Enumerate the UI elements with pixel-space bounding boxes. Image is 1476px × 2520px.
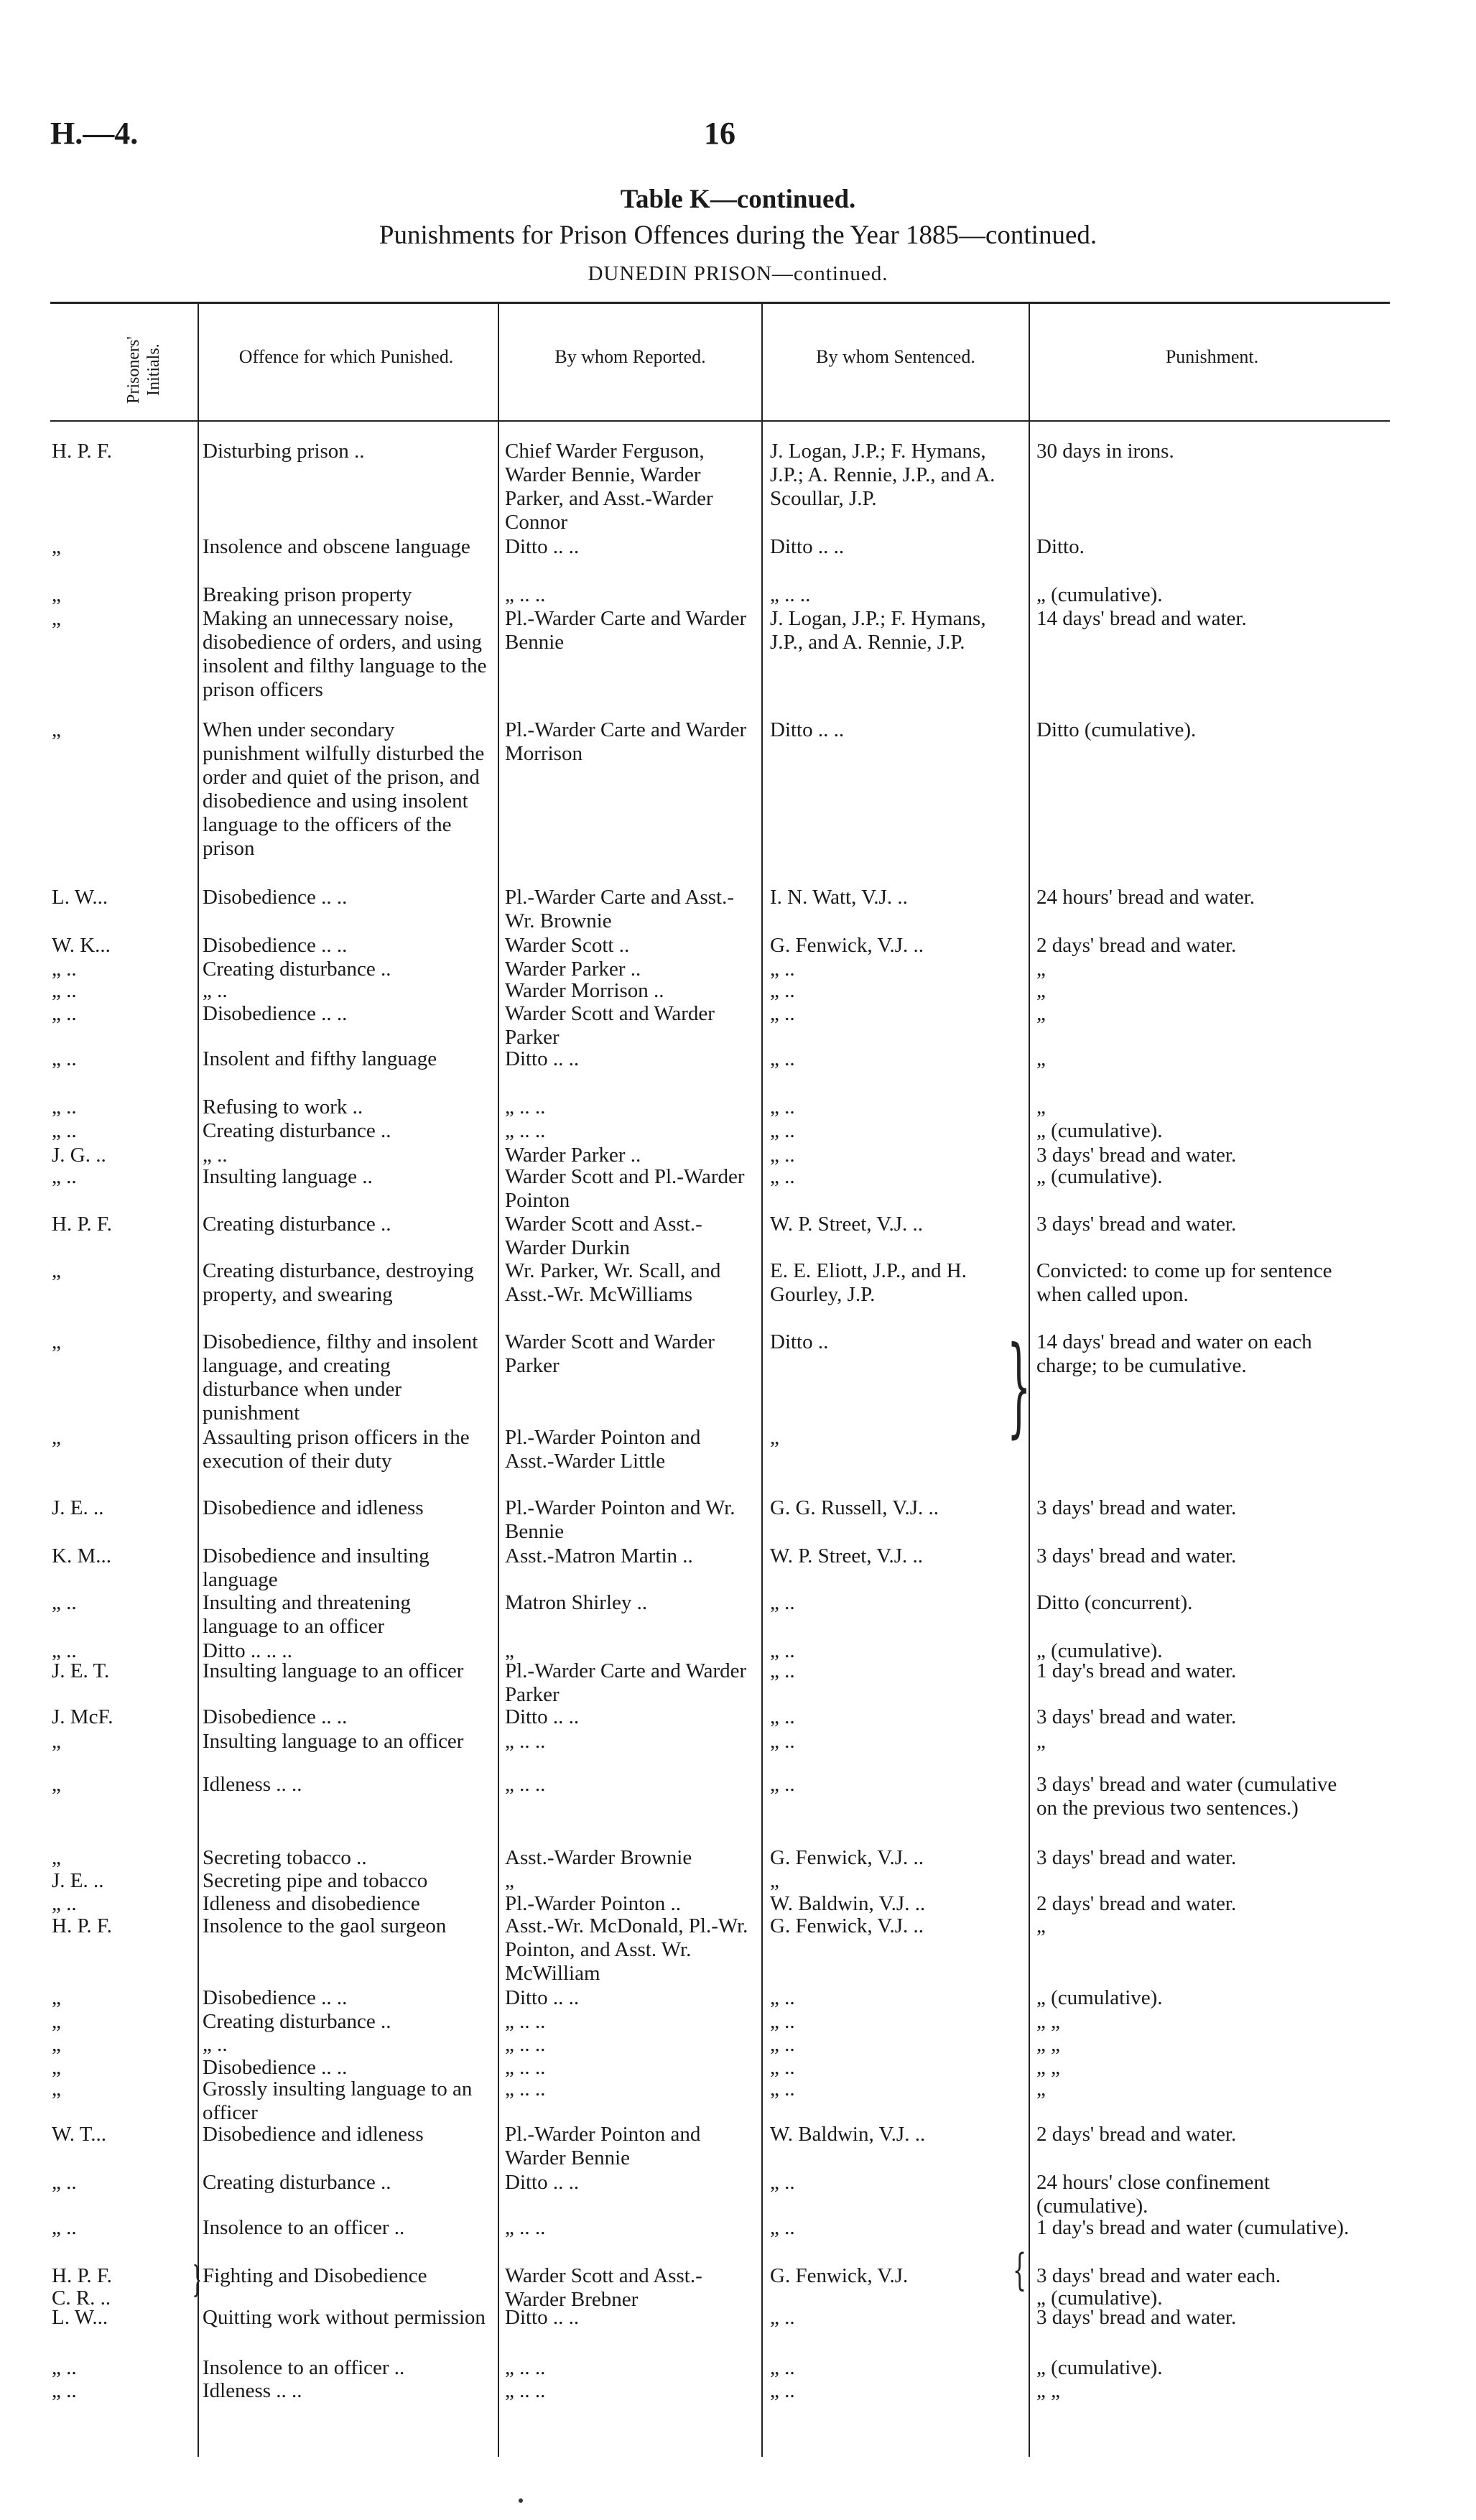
cell-sentenced: Ditto .. .. (770, 718, 845, 741)
grouping-brace: } (192, 2259, 202, 2300)
cell-offence: Disobedience, filthy and insolent language, and creating disturbance when under punishment (203, 1330, 478, 1425)
grouping-brace: { (1013, 2245, 1027, 2295)
cell-init: H. P. F. (52, 1914, 112, 1937)
cell-punishment: „ (1036, 1730, 1046, 1753)
cell-reported: „ (505, 1639, 514, 1662)
cell-punishment: 24 hours' bread and water. (1036, 886, 1255, 909)
cell-offence: Insulting language to an officer (203, 1659, 464, 1682)
cell-reported: Pl.-Warder Carte and Warder Parker (505, 1659, 747, 1706)
cell-sentenced: „ .. (770, 2033, 795, 2056)
cell-sentenced: W. P. Street, V.J. .. (770, 1213, 923, 1236)
column-divider (198, 302, 199, 2457)
cell-sentenced: „ .. (770, 1659, 795, 1682)
cell-punishment: Ditto. (1036, 535, 1085, 558)
cell-punishment: „ (cumulative). (1036, 2287, 1163, 2310)
cell-offence: Assaulting prison officers in the execution of their duty (203, 1426, 470, 1473)
cell-punishment: „ (cumulative). (1036, 2356, 1163, 2379)
cell-init: „ .. (52, 979, 77, 1002)
cell-sentenced: W. Baldwin, V.J. .. (770, 2123, 926, 2146)
cell-init: L. W... (52, 886, 108, 909)
cell-reported: „ .. .. (505, 2216, 546, 2239)
cell-sentenced: „ .. (770, 1047, 795, 1070)
cell-init: „ .. (52, 1047, 77, 1070)
cell-reported: „ .. .. (505, 1730, 546, 1753)
cell-sentenced: „ .. (770, 2171, 795, 2194)
cell-reported: „ .. .. (505, 1095, 546, 1118)
cell-reported: „ .. .. (505, 1773, 546, 1796)
cell-offence: Disobedience and idleness (203, 2123, 424, 2146)
grouping-brace: } (1007, 1324, 1031, 1449)
cell-offence: Quitting work without permission (203, 2306, 486, 2329)
cell-offence: Secreting pipe and tobacco (203, 1869, 428, 1892)
cell-sentenced: G. Fenwick, V.J. .. (770, 1846, 924, 1869)
cell-offence: „ .. (203, 979, 228, 1002)
cell-reported: „ .. .. (505, 2356, 546, 2379)
cell-punishment: „ (1036, 1914, 1046, 1937)
cell-init: „ .. (52, 2216, 77, 2239)
cell-reported: Warder Scott and Asst.-Warder Brebner (505, 2264, 702, 2311)
cell-init: „ (52, 1259, 61, 1282)
cell-offence: Creating disturbance .. (203, 1119, 391, 1142)
cell-init: „ (52, 1330, 61, 1353)
header-bottom-rule (50, 420, 1390, 422)
cell-punishment: 24 hours' close confinement (cumulative). (1036, 2171, 1270, 2218)
cell-sentenced: J. Logan, J.P.; F. Hymans, J.P., and A. Rennie, J.P. (770, 607, 986, 654)
cell-sentenced: G. Fenwick, V.J. .. (770, 1914, 924, 1937)
cell-sentenced: „ .. (770, 958, 795, 981)
cell-reported: Warder Scott .. (505, 934, 630, 957)
cell-reported: Asst.-Matron Martin .. (505, 1544, 693, 1567)
cell-reported: Ditto .. .. (505, 1986, 580, 2009)
cell-punishment: „ (1036, 1002, 1046, 1025)
column-divider (498, 302, 499, 2457)
cell-init: W. K... (52, 934, 111, 957)
cell-init: „ (52, 2056, 61, 2079)
cell-punishment: Convicted: to come up for sentence when called upon. (1036, 1259, 1332, 1306)
cell-init: „ .. (52, 1002, 77, 1025)
cell-offence: Disobedience .. .. (203, 886, 348, 909)
cell-offence: Disobedience .. .. (203, 1986, 348, 2009)
cell-offence: „ .. (203, 1144, 228, 1167)
cell-reported: Pl.-Warder Pointon and Asst.-Warder Little (505, 1426, 701, 1473)
cell-reported: Pl.-Warder Carte and Warder Bennie (505, 607, 747, 654)
cell-sentenced: „ .. (770, 2356, 795, 2379)
prison-name: DUNEDIN PRISON—continued. (588, 262, 888, 285)
cell-init: „ (52, 2010, 61, 2033)
cell-punishment: 2 days' bread and water. (1036, 2123, 1237, 2146)
cell-punishment: „ (1036, 1095, 1046, 1118)
cell-reported: Chief Warder Ferguson, Warder Bennie, Warder Parker, and Asst.-Warder Connor (505, 440, 713, 534)
cell-init: K. M... (52, 1544, 111, 1567)
page-mark (519, 2498, 523, 2503)
cell-reported: „ .. .. (505, 2056, 546, 2079)
cell-init: „ (52, 718, 61, 741)
cell-init: L. W... (52, 2306, 108, 2329)
cell-reported: „ (505, 1869, 514, 1892)
cell-reported: „ .. .. (505, 2379, 546, 2402)
cell-reported: Warder Scott and Warder Parker (505, 1330, 715, 1377)
column-header-offence: Offence for which Punished. (238, 346, 454, 367)
cell-punishment: 2 days' bread and water. (1036, 1892, 1237, 1915)
cell-sentenced: „ .. (770, 1705, 795, 1728)
cell-offence: Creating disturbance .. (203, 958, 391, 981)
cell-offence: Refusing to work .. (203, 1095, 363, 1118)
cell-reported: Asst.-Wr. McDonald, Pl.-Wr. Pointon, and Asst. Wr. McWilliam (505, 1914, 748, 1985)
cell-sentenced: „ .. (770, 979, 795, 1002)
cell-init: J. McF. (52, 1705, 113, 1728)
cell-init: „ (52, 583, 61, 606)
cell-sentenced: „ .. (770, 2077, 795, 2100)
cell-reported: Matron Shirley .. (505, 1591, 648, 1614)
cell-sentenced: „ .. (770, 2056, 795, 2079)
cell-init: „ .. (52, 1095, 77, 1118)
cell-offence: Insulting language to an officer (203, 1730, 464, 1753)
cell-punishment: „ (1036, 979, 1046, 1002)
cell-sentenced: „ .. (770, 1591, 795, 1614)
cell-punishment: 3 days' bread and water. (1036, 1144, 1237, 1167)
cell-sentenced: „ .. .. (770, 583, 811, 606)
cell-init: „ .. (52, 2171, 77, 2194)
cell-sentenced: „ .. (770, 1165, 795, 1188)
cell-offence: Disobedience and insulting language (203, 1544, 430, 1591)
cell-init: „ (52, 2033, 61, 2056)
cell-sentenced: „ .. (770, 1773, 795, 1796)
cell-offence: Insulting and threatening language to an officer (203, 1591, 411, 1638)
cell-punishment: 2 days' bread and water. (1036, 934, 1237, 957)
cell-init: „ .. (52, 1591, 77, 1614)
cell-init: „ .. (52, 1165, 77, 1188)
cell-punishment: 3 days' bread and water. (1036, 1544, 1237, 1567)
cell-sentenced: „ (770, 1426, 779, 1449)
cell-offence: Fighting and Disobedience (203, 2264, 427, 2287)
cell-sentenced: „ (770, 1869, 779, 1892)
cell-punishment: „ „ (1036, 2010, 1060, 2033)
cell-sentenced: W. Baldwin, V.J. .. (770, 1892, 926, 1915)
cell-reported: Pl.-Warder Pointon .. (505, 1892, 681, 1915)
cell-init: J. E. T. (52, 1659, 110, 1682)
cell-sentenced: Ditto .. .. (770, 535, 845, 558)
cell-sentenced: „ .. (770, 2306, 795, 2329)
cell-init: „ (52, 1773, 61, 1796)
cell-offence: Disobedience .. .. (203, 1705, 348, 1728)
cell-offence: Secreting tobacco .. (203, 1846, 367, 1869)
cell-init: „ (52, 1986, 61, 2009)
cell-punishment: 14 days' bread and water on each charge; to be cumulative. (1036, 1330, 1312, 1377)
cell-offence: When under secondary punishment wilfully disturbed the order and quiet of the prison, and disobedience and using insolent language to the officers of the prison (203, 718, 485, 860)
cell-sentenced: W. P. Street, V.J. .. (770, 1544, 923, 1567)
cell-punishment: 3 days' bread and water. (1036, 1705, 1237, 1728)
cell-reported: „ .. .. (505, 2010, 546, 2033)
column-divider (761, 302, 763, 2457)
cell-punishment: „ (cumulative). (1036, 583, 1163, 606)
cell-reported: „ .. .. (505, 583, 546, 606)
cell-reported: Wr. Parker, Wr. Scall, and Asst.-Wr. McWilliams (505, 1259, 721, 1306)
cell-sentenced: J. Logan, J.P.; F. Hymans, J.P.; A. Rennie, J.P., and A. Scoullar, J.P. (770, 440, 995, 510)
cell-sentenced: „ .. (770, 1119, 795, 1142)
cell-reported: Warder Scott and Asst.-Warder Durkin (505, 1213, 702, 1259)
cell-reported: Pl.-Warder Pointon and Wr. Bennie (505, 1496, 735, 1543)
cell-init: „ .. (52, 1119, 77, 1142)
cell-init: „ (52, 2077, 61, 2100)
cell-punishment: Ditto (cumulative). (1036, 718, 1197, 741)
cell-punishment: 3 days' bread and water. (1036, 1846, 1237, 1869)
cell-reported: Ditto .. .. (505, 2306, 580, 2329)
cell-offence: Creating disturbance .. (203, 2171, 391, 2194)
cell-offence: Insolence to an officer .. (203, 2216, 405, 2239)
cell-offence: Creating disturbance .. (203, 1213, 391, 1236)
page-reference: H.—4. (50, 116, 139, 151)
cell-punishment: 1 day's bread and water. (1036, 1659, 1237, 1682)
cell-offence: Breaking prison property (203, 583, 412, 606)
cell-sentenced: „ .. (770, 2216, 795, 2239)
cell-init: H. P. F. (52, 1213, 112, 1236)
cell-offence: Disturbing prison .. (203, 440, 365, 463)
cell-offence: Insulting language .. (203, 1165, 373, 1188)
cell-reported: „ .. .. (505, 2077, 546, 2100)
cell-punishment: „ „ (1036, 2056, 1060, 2079)
cell-init: W. T... (52, 2123, 106, 2146)
cell-sentenced: „ .. (770, 1144, 795, 1167)
cell-offence: Insolence to the gaol surgeon (203, 1914, 447, 1937)
cell-reported: Pl.-Warder Carte and Warder Morrison (505, 718, 747, 765)
cell-offence: Insolence to an officer .. (203, 2356, 405, 2379)
cell-init: „ .. (52, 2356, 77, 2379)
cell-sentenced: „ .. (770, 1095, 795, 1118)
cell-init: H. P. F. (52, 440, 112, 463)
cell-sentenced: G. Fenwick, V.J. .. (770, 934, 924, 957)
cell-sentenced: Ditto .. (770, 1330, 829, 1353)
cell-sentenced: G. G. Russell, V.J. .. (770, 1496, 939, 1519)
cell-punishment: „ (1036, 2077, 1046, 2100)
cell-init: „ (52, 1730, 61, 1753)
cell-punishment: 14 days' bread and water. (1036, 607, 1247, 630)
table-subtitle: Punishments for Prison Offences during the Year 1885—continued. (379, 221, 1097, 250)
cell-punishment: 3 days' bread and water each. (1036, 2264, 1281, 2287)
cell-punishment: Ditto (concurrent). (1036, 1591, 1193, 1614)
cell-reported: Asst.-Warder Brownie (505, 1846, 692, 1869)
cell-reported: Ditto .. .. (505, 535, 580, 558)
cell-punishment: „ (cumulative). (1036, 1165, 1163, 1188)
cell-init: „ .. (52, 1639, 77, 1662)
column-header-punishment: Punishment. (1165, 346, 1259, 367)
cell-offence: Creating disturbance, destroying property, and swearing (203, 1259, 474, 1306)
cell-offence: Idleness .. .. (203, 2379, 302, 2402)
cell-punishment: „ (cumulative). (1036, 1119, 1163, 1142)
cell-init: „ .. (52, 1892, 77, 1915)
cell-sentenced: „ .. (770, 1986, 795, 2009)
cell-init: C. R. .. (52, 2287, 111, 2310)
cell-init: J. G. .. (52, 1144, 106, 1167)
cell-offence: Idleness and disobedience (203, 1892, 420, 1915)
cell-init: H. P. F. (52, 2264, 112, 2287)
cell-punishment: 1 day's bread and water (cumulative). (1036, 2216, 1350, 2239)
cell-offence: Disobedience and idleness (203, 1496, 424, 1519)
column-header-sentenced: By whom Sentenced. (816, 346, 975, 367)
cell-reported: Ditto .. .. (505, 1047, 580, 1070)
cell-init: J. E. .. (52, 1869, 104, 1892)
cell-sentenced: I. N. Watt, V.J. .. (770, 886, 908, 909)
cell-offence: Disobedience .. .. (203, 1002, 348, 1025)
cell-offence: Ditto .. .. .. (203, 1639, 292, 1662)
cell-init: „ .. (52, 958, 77, 981)
table-top-rule (50, 302, 1390, 304)
cell-offence: Creating disturbance .. (203, 2010, 391, 2033)
cell-offence: Disobedience .. .. (203, 2056, 348, 2079)
cell-init: „ (52, 607, 61, 630)
cell-punishment: „ (1036, 958, 1046, 981)
cell-sentenced: „ .. (770, 2379, 795, 2402)
cell-reported: Warder Parker .. (505, 1144, 641, 1167)
cell-reported: Warder Morrison .. (505, 979, 664, 1002)
cell-offence: Making an unnecessary noise, disobedience of orders, and using insolent and filthy language to the prison officers (203, 607, 487, 701)
cell-offence: „ .. (203, 2033, 228, 2056)
cell-init: „ .. (52, 2379, 77, 2402)
cell-reported: „ .. .. (505, 2033, 546, 2056)
cell-punishment: 3 days' bread and water. (1036, 2306, 1237, 2329)
cell-reported: Warder Parker .. (505, 958, 641, 981)
table-title: Table K—continued. (620, 185, 856, 214)
cell-offence: Insolent and fifthy language (203, 1047, 437, 1070)
cell-reported: Pl.-Warder Pointon and Warder Bennie (505, 2123, 701, 2169)
cell-init: „ (52, 535, 61, 558)
cell-init: „ (52, 1426, 61, 1449)
cell-sentenced: E. E. Eliott, J.P., and H. Gourley, J.P. (770, 1259, 967, 1306)
cell-sentenced: „ .. (770, 1639, 795, 1662)
cell-reported: Ditto .. .. (505, 2171, 580, 2194)
cell-offence: Grossly insulting language to an officer (203, 2077, 473, 2124)
cell-punishment: „ „ (1036, 2379, 1060, 2402)
column-header-reported: By whom Reported. (554, 346, 706, 367)
cell-offence: Idleness .. .. (203, 1773, 302, 1796)
cell-punishment: „ „ (1036, 2033, 1060, 2056)
cell-reported: „ .. .. (505, 1119, 546, 1142)
cell-reported: Pl.-Warder Carte and Asst.-Wr. Brownie (505, 886, 734, 932)
cell-sentenced: G. Fenwick, V.J. (770, 2264, 909, 2287)
cell-punishment: 3 days' bread and water (cumulative on the previous two sentences.) (1036, 1773, 1337, 1820)
cell-sentenced: „ .. (770, 1730, 795, 1753)
cell-punishment: „ (1036, 1047, 1046, 1070)
cell-reported: Warder Scott and Pl.-Warder Pointon (505, 1165, 745, 1212)
cell-sentenced: „ .. (770, 1002, 795, 1025)
cell-reported: Ditto .. .. (505, 1705, 580, 1728)
cell-punishment: 3 days' bread and water. (1036, 1496, 1237, 1519)
cell-punishment: 30 days in irons. (1036, 440, 1174, 463)
cell-punishment: „ (cumulative). (1036, 1986, 1163, 2009)
page-number: 16 (704, 116, 735, 151)
cell-init: J. E. .. (52, 1496, 104, 1519)
cell-sentenced: „ .. (770, 2010, 795, 2033)
cell-reported: Warder Scott and Warder Parker (505, 1002, 715, 1049)
cell-offence: Insolence and obscene language (203, 535, 470, 558)
column-header-initials: Prisoners' Initials. (124, 336, 163, 404)
cell-offence: Disobedience .. .. (203, 934, 348, 957)
cell-punishment: „ (cumulative). (1036, 1639, 1163, 1662)
cell-init: „ (52, 1846, 61, 1869)
cell-punishment: 3 days' bread and water. (1036, 1213, 1237, 1236)
